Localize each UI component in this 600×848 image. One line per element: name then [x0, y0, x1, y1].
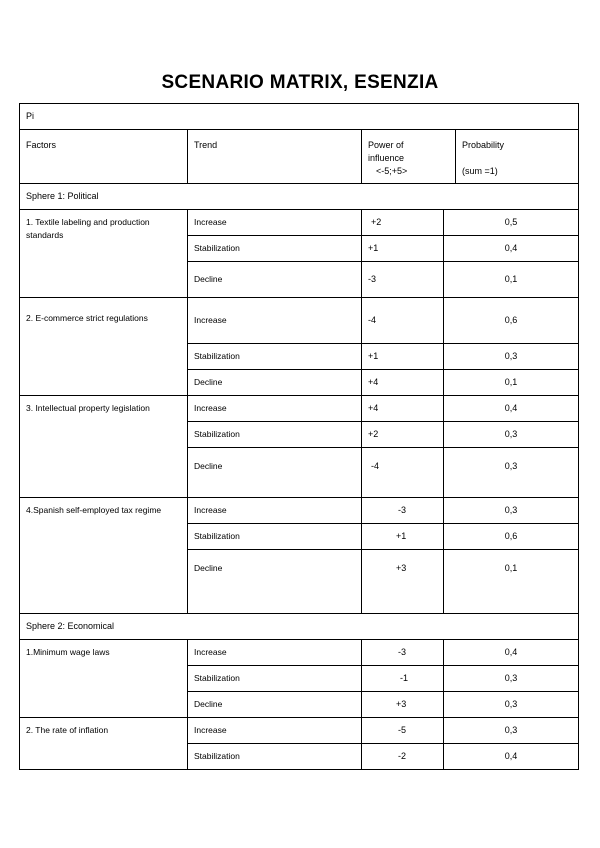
sphere-row [20, 614, 579, 640]
trend-cell: Stabilization [188, 666, 362, 692]
trend-cell: Increase [188, 640, 362, 666]
table-row [20, 396, 579, 422]
probability-cell: 0,4 [444, 744, 579, 770]
scenario-matrix-table [19, 103, 579, 770]
probability-cell: 0,4 [444, 236, 579, 262]
header-probability [456, 130, 579, 184]
pi-row [20, 104, 579, 130]
table-row [20, 718, 579, 744]
probability-cell: 0,1 [444, 262, 579, 298]
probability-cell: 0,6 [444, 524, 579, 550]
power-cell: -4 [362, 298, 444, 344]
trend-cell: Increase [188, 298, 362, 344]
probability-cell: 0,3 [444, 498, 579, 524]
trend-cell: Decline [188, 448, 362, 498]
probability-cell: 0,3 [444, 422, 579, 448]
power-cell: -3 [362, 498, 444, 524]
trend-cell: Decline [188, 370, 362, 396]
probability-cell: 0,4 [444, 640, 579, 666]
header-power-line3: <-5;+5> [376, 166, 408, 176]
header-trend: Trend [188, 130, 362, 184]
trend-cell: Increase [188, 396, 362, 422]
power-cell: -1 [362, 666, 444, 692]
trend-cell: Stabilization [188, 744, 362, 770]
power-cell: -4 [362, 448, 444, 498]
sphere-label: Sphere 1: Political [20, 184, 579, 210]
trend-cell: Decline [188, 550, 362, 614]
table-row [20, 640, 579, 666]
probability-cell: 0,1 [444, 370, 579, 396]
power-cell: +2 [362, 210, 444, 236]
power-cell: +3 [362, 692, 444, 718]
power-cell: -3 [362, 262, 444, 298]
probability-cell: 0,3 [444, 718, 579, 744]
factor-name: 2. The rate of inflation [20, 718, 188, 770]
probability-cell: 0,3 [444, 448, 579, 498]
header-factors: Factors [20, 130, 188, 184]
probability-cell: 0,3 [444, 344, 579, 370]
table-row [20, 498, 579, 524]
factor-name: 3. Intellectual property legislation [20, 396, 188, 498]
factor-name: 4.Spanish self-employed tax regime [20, 498, 188, 614]
trend-cell: Decline [188, 692, 362, 718]
header-probability-line1: Probability [462, 140, 505, 150]
factor-name: 1. Textile labeling and production standards [20, 210, 188, 298]
probability-cell: 0,3 [444, 692, 579, 718]
header-power-line1: Power of [368, 140, 404, 150]
sphere-label: Sphere 2: Economical [20, 614, 579, 640]
power-cell: +2 [362, 422, 444, 448]
header-probability-line2: (sum =1) [462, 166, 498, 176]
header-power [362, 130, 456, 184]
trend-cell: Stabilization [188, 344, 362, 370]
power-cell: +1 [362, 524, 444, 550]
trend-cell: Decline [188, 262, 362, 298]
power-cell: -5 [362, 718, 444, 744]
power-cell: +3 [362, 550, 444, 614]
power-cell: +4 [362, 396, 444, 422]
table-row [20, 298, 579, 344]
factor-name: 1.Minimum wage laws [20, 640, 188, 718]
trend-cell: Increase [188, 210, 362, 236]
trend-cell: Increase [188, 718, 362, 744]
trend-cell: Stabilization [188, 422, 362, 448]
power-cell: +1 [362, 344, 444, 370]
table-row [20, 210, 579, 236]
probability-cell: 0,6 [444, 298, 579, 344]
probability-cell: 0,3 [444, 666, 579, 692]
power-cell: -3 [362, 640, 444, 666]
probability-cell: 0,4 [444, 396, 579, 422]
power-cell: -2 [362, 744, 444, 770]
header-power-line2: influence [368, 153, 405, 163]
pi-label: Pi [20, 104, 579, 130]
trend-cell: Stabilization [188, 236, 362, 262]
power-cell: +1 [362, 236, 444, 262]
trend-cell: Increase [188, 498, 362, 524]
header-row [20, 130, 579, 184]
factor-name: 2. E-commerce strict regulations [20, 298, 188, 396]
probability-cell: 0,5 [444, 210, 579, 236]
trend-cell: Stabilization [188, 524, 362, 550]
power-cell: +4 [362, 370, 444, 396]
sphere-row [20, 184, 579, 210]
probability-cell: 0,1 [444, 550, 579, 614]
document-title: SCENARIO MATRIX, ESENZIA [161, 72, 439, 93]
